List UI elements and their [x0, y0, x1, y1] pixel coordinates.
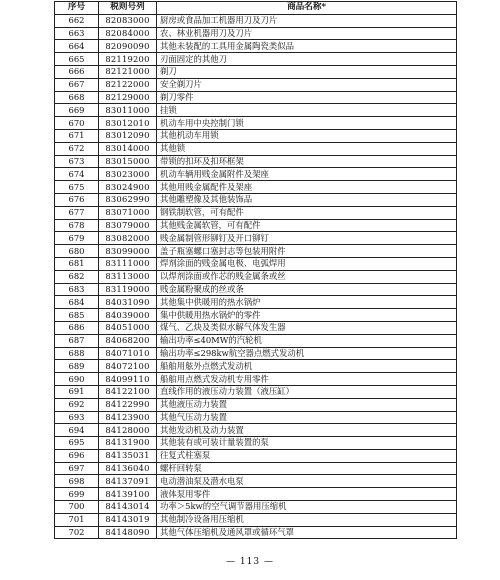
table-row — [55, 449, 457, 462]
table-row — [55, 65, 457, 78]
row-seq: 674 — [55, 168, 99, 181]
row-seq: 678 — [55, 219, 99, 232]
table-row — [55, 526, 457, 539]
row-seq: 668 — [55, 91, 99, 104]
row-name: 贱金属粉聚成的丝或条 — [157, 283, 457, 296]
table-row — [55, 117, 457, 130]
table-row — [55, 155, 457, 168]
table-row — [55, 245, 457, 258]
row-code: 83012090 — [99, 129, 157, 142]
row-name: 钢铁制软管，可有配件 — [157, 206, 457, 219]
table-row — [55, 296, 457, 309]
row-code: 84039000 — [99, 309, 157, 322]
row-seq: 677 — [55, 206, 99, 219]
row-code: 84123900 — [99, 411, 157, 424]
header-name: 商品名称* — [157, 2, 457, 15]
row-seq: 698 — [55, 475, 99, 488]
table-row — [55, 219, 457, 232]
row-code: 84099110 — [99, 373, 157, 386]
row-name: 其他集中供暖用的热水锅炉 — [157, 296, 457, 309]
table-row — [55, 129, 457, 142]
row-seq: 676 — [55, 193, 99, 206]
row-name: 盖子瓶塞螺口塞封志等包装用附件 — [157, 245, 457, 258]
row-name: 液体泵用零件 — [157, 488, 457, 501]
row-seq: 680 — [55, 245, 99, 258]
page-number: — 113 — — [226, 557, 274, 567]
table-row — [55, 385, 457, 398]
row-name: 功率＞5kw的空气调节器用压缩机 — [157, 501, 457, 514]
header-seq: 序号 — [55, 2, 99, 15]
row-code: 84137091 — [99, 475, 157, 488]
row-name: 输出功率≤40MW的汽轮机 — [157, 334, 457, 347]
row-seq: 690 — [55, 373, 99, 386]
row-seq: 671 — [55, 129, 99, 142]
row-code: 82083000 — [99, 14, 157, 27]
table-row — [55, 168, 457, 181]
row-name: 挂锁 — [157, 104, 457, 117]
row-seq: 666 — [55, 65, 99, 78]
row-name: 船舶用舷外点燃式发动机 — [157, 360, 457, 373]
table-row — [55, 373, 457, 386]
table-row — [55, 257, 457, 270]
table-row — [55, 347, 457, 360]
row-name: 安全剃刀片 — [157, 78, 457, 91]
row-code: 84131900 — [99, 437, 157, 450]
table-row — [55, 27, 457, 40]
table-row — [55, 424, 457, 437]
row-code: 83079000 — [99, 219, 157, 232]
row-code: 84122990 — [99, 398, 157, 411]
row-seq: 665 — [55, 53, 99, 66]
row-seq: 675 — [55, 181, 99, 194]
table-body — [55, 14, 457, 539]
table-row — [55, 475, 457, 488]
row-code: 83099000 — [99, 245, 157, 258]
table-row — [55, 270, 457, 283]
row-seq: 697 — [55, 462, 99, 475]
row-code: 84143019 — [99, 513, 157, 526]
row-seq: 699 — [55, 488, 99, 501]
row-code: 83012010 — [99, 117, 157, 130]
row-name: 输出功率≤298kw航空器点燃式发动机 — [157, 347, 457, 360]
row-seq: 679 — [55, 232, 99, 245]
row-seq: 672 — [55, 142, 99, 155]
row-name: 煤气、乙炔及类似水解气体发生器 — [157, 321, 457, 334]
row-name: 其他气体压缩机及通风罩或循环气罩 — [157, 526, 457, 539]
row-name: 剃刀 — [157, 65, 457, 78]
row-seq: 692 — [55, 398, 99, 411]
row-name: 直线作用的液压动力装置（液压缸） — [157, 385, 457, 398]
row-name: 集中供暖用热水锅炉的零件 — [157, 309, 457, 322]
row-name: 其他液压动力装置 — [157, 398, 457, 411]
row-name: 剃刀零件 — [157, 91, 457, 104]
row-code: 83024900 — [99, 181, 157, 194]
row-code: 84136040 — [99, 462, 157, 475]
table-row — [55, 488, 457, 501]
table-row — [55, 501, 457, 514]
row-code: 82119200 — [99, 53, 157, 66]
row-code: 83023000 — [99, 168, 157, 181]
row-seq: 688 — [55, 347, 99, 360]
table-row — [55, 53, 457, 66]
row-seq: 700 — [55, 501, 99, 514]
row-code: 84148090 — [99, 526, 157, 539]
table-row — [55, 104, 457, 117]
row-name: 其他雕塑像及其他装饰品 — [157, 193, 457, 206]
table-row — [55, 513, 457, 526]
table-row — [55, 91, 457, 104]
row-code: 84143014 — [99, 501, 157, 514]
row-seq: 694 — [55, 424, 99, 437]
row-code: 84139100 — [99, 488, 157, 501]
row-name: 焊剂涂面的贱金属电极、电弧焊用 — [157, 257, 457, 270]
row-name: 往复式柱塞泵 — [157, 449, 457, 462]
row-seq: 685 — [55, 309, 99, 322]
row-code: 83119000 — [99, 283, 157, 296]
row-seq: 686 — [55, 321, 99, 334]
table-row — [55, 142, 457, 155]
table-row — [55, 411, 457, 424]
table-row — [55, 437, 457, 450]
row-name: 农、林业机器用刀及刀片 — [157, 27, 457, 40]
row-code: 84128000 — [99, 424, 157, 437]
row-code: 83082000 — [99, 232, 157, 245]
row-code: 82121000 — [99, 65, 157, 78]
header-code: 税则号列 — [99, 2, 157, 15]
row-seq: 695 — [55, 437, 99, 450]
row-code: 83113000 — [99, 270, 157, 283]
row-name: 其他用贱金属配件及架座 — [157, 181, 457, 194]
table-row — [55, 334, 457, 347]
row-code: 83062990 — [99, 193, 157, 206]
row-name: 其他制冷设备用压缩机 — [157, 513, 457, 526]
row-seq: 687 — [55, 334, 99, 347]
row-name: 贱金属制管形铆钉及开口铆钉 — [157, 232, 457, 245]
table-row — [55, 462, 457, 475]
row-name: 其他气压动力装置 — [157, 411, 457, 424]
row-seq: 670 — [55, 117, 99, 130]
row-seq: 682 — [55, 270, 99, 283]
row-seq: 701 — [55, 513, 99, 526]
row-seq: 693 — [55, 411, 99, 424]
row-code: 83071000 — [99, 206, 157, 219]
row-code: 83015000 — [99, 155, 157, 168]
row-code: 84051000 — [99, 321, 157, 334]
table-row — [55, 321, 457, 334]
row-code: 84135031 — [99, 449, 157, 462]
row-seq: 667 — [55, 78, 99, 91]
row-code: 82090090 — [99, 40, 157, 53]
table-row — [55, 14, 457, 27]
row-seq: 673 — [55, 155, 99, 168]
row-code: 82129000 — [99, 91, 157, 104]
row-seq: 669 — [55, 104, 99, 117]
row-name: 其他贱金属软管，可有配件 — [157, 219, 457, 232]
row-name: 其他装有或可装计量装置的泵 — [157, 437, 457, 450]
row-seq: 689 — [55, 360, 99, 373]
row-name: 机动车用中央控制门锁 — [157, 117, 457, 130]
row-seq: 684 — [55, 296, 99, 309]
row-code: 83014000 — [99, 142, 157, 155]
row-name: 机动车辆用贱金属附件及架座 — [157, 168, 457, 181]
row-code: 83011000 — [99, 104, 157, 117]
row-seq: 681 — [55, 257, 99, 270]
row-code: 84122100 — [99, 385, 157, 398]
row-code: 84071010 — [99, 347, 157, 360]
row-name: 其他锁 — [157, 142, 457, 155]
row-name: 刃面固定的其他刀 — [157, 53, 457, 66]
table-row — [55, 283, 457, 296]
row-seq: 663 — [55, 27, 99, 40]
row-name: 其他未装配的工具用金属陶瓷类似品 — [157, 40, 457, 53]
row-name: 其他发动机及动力装置 — [157, 424, 457, 437]
row-name: 螺杆回转泵 — [157, 462, 457, 475]
row-code: 84068200 — [99, 334, 157, 347]
row-name: 厨房或食品加工机器用刀及刀片 — [157, 14, 457, 27]
table-row — [55, 232, 457, 245]
row-seq: 662 — [55, 14, 99, 27]
row-code: 82122000 — [99, 78, 157, 91]
table-row — [55, 309, 457, 322]
table-row — [55, 78, 457, 91]
row-code: 84031090 — [99, 296, 157, 309]
row-code: 83111000 — [99, 257, 157, 270]
tariff-table — [54, 1, 457, 539]
table-row — [55, 181, 457, 194]
row-seq: 664 — [55, 40, 99, 53]
table-row — [55, 193, 457, 206]
table-row — [55, 398, 457, 411]
row-seq: 702 — [55, 526, 99, 539]
row-seq: 683 — [55, 283, 99, 296]
row-code: 82084000 — [99, 27, 157, 40]
row-name: 其他机动车用锁 — [157, 129, 457, 142]
row-name: 电动潜油泵及潜水电泵 — [157, 475, 457, 488]
row-name: 带锁的扣环及扣环框架 — [157, 155, 457, 168]
row-code: 84072100 — [99, 360, 157, 373]
table-row — [55, 360, 457, 373]
row-name: 以焊剂涂面或作芯的贱金属条或丝 — [157, 270, 457, 283]
table-header-row — [55, 2, 457, 15]
row-seq: 691 — [55, 385, 99, 398]
table-row — [55, 40, 457, 53]
table-row — [55, 206, 457, 219]
row-seq: 696 — [55, 449, 99, 462]
row-name: 船舶用点燃式发动机专用零件 — [157, 373, 457, 386]
